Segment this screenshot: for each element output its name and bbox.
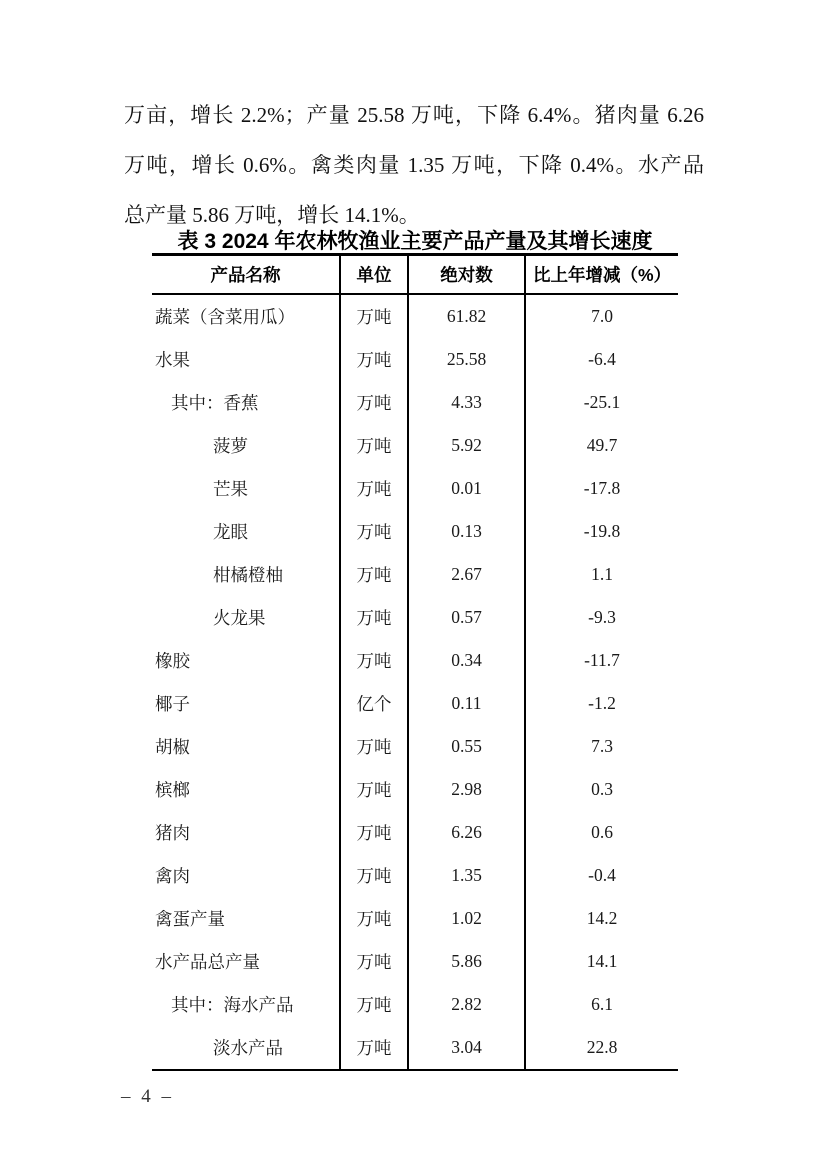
change-value-cell: -25.1 <box>525 381 678 424</box>
absolute-value-cell: 5.92 <box>408 424 525 467</box>
product-name-cell: 其中：海水产品 <box>171 995 294 1015</box>
table-row <box>152 639 678 682</box>
absolute-value-cell: 1.02 <box>408 897 525 940</box>
paragraph-line-2: 万吨，增长 0.6%。禽类肉量 1.35 万吨，下降 0.4%。水产品 <box>124 153 704 177</box>
product-name-cell: 猪肉 <box>155 823 190 843</box>
unit-cell: 万吨 <box>340 940 408 983</box>
table-row <box>152 983 678 1026</box>
change-value-cell: -1.2 <box>525 682 678 725</box>
product-name-cell: 水产品总产量 <box>155 952 260 972</box>
change-value-cell: -17.8 <box>525 467 678 510</box>
absolute-value-cell: 61.82 <box>408 294 525 338</box>
absolute-value-cell: 2.67 <box>408 553 525 596</box>
table-row <box>152 381 678 424</box>
products-table <box>152 253 678 1071</box>
absolute-value-cell: 0.13 <box>408 510 525 553</box>
product-name-cell: 蔬菜（含菜用瓜） <box>155 307 295 327</box>
absolute-value-cell: 4.33 <box>408 381 525 424</box>
absolute-value-cell: 0.11 <box>408 682 525 725</box>
unit-cell: 万吨 <box>340 510 408 553</box>
change-value-cell: 22.8 <box>525 1026 678 1070</box>
unit-cell: 万吨 <box>340 553 408 596</box>
product-name-cell: 禽肉 <box>155 866 190 886</box>
page-number: – 4 – <box>121 1086 174 1107</box>
unit-cell: 万吨 <box>340 768 408 811</box>
unit-cell: 万吨 <box>340 1026 408 1070</box>
product-name-cell: 禽蛋产量 <box>155 909 225 929</box>
table-row <box>152 897 678 940</box>
product-name-cell: 柑橘橙柚 <box>213 565 283 585</box>
header-unit: 单位 <box>340 255 408 295</box>
absolute-value-cell: 1.35 <box>408 854 525 897</box>
product-name-cell: 菠萝 <box>213 436 248 456</box>
absolute-value-cell: 0.55 <box>408 725 525 768</box>
product-name-cell: 龙眼 <box>213 522 248 542</box>
header-change: 比上年增减（%） <box>525 255 678 295</box>
change-value-cell: -9.3 <box>525 596 678 639</box>
product-name-cell: 水果 <box>155 350 190 370</box>
change-value-cell: -0.4 <box>525 854 678 897</box>
product-name-cell: 槟榔 <box>155 780 190 800</box>
change-value-cell: 0.3 <box>525 768 678 811</box>
table-title: 表 3 2024 年农林牧渔业主要产品产量及其增长速度 <box>177 230 653 253</box>
absolute-value-cell: 25.58 <box>408 338 525 381</box>
table-row <box>152 854 678 897</box>
table-row <box>152 596 678 639</box>
table-row <box>152 553 678 596</box>
product-name-cell: 芒果 <box>213 479 248 499</box>
product-name-cell: 椰子 <box>155 694 190 714</box>
absolute-value-cell: 3.04 <box>408 1026 525 1070</box>
unit-cell: 万吨 <box>340 467 408 510</box>
paragraph <box>124 90 704 240</box>
product-name-cell: 淡水产品 <box>213 1038 283 1058</box>
table-body <box>152 294 678 1070</box>
table-row <box>152 467 678 510</box>
product-name-cell: 橡胶 <box>155 651 190 671</box>
absolute-value-cell: 0.34 <box>408 639 525 682</box>
table-row <box>152 338 678 381</box>
absolute-value-cell: 2.98 <box>408 768 525 811</box>
paragraph-line-3: 总产量 5.86 万吨，增长 14.1%。 <box>124 203 420 227</box>
table-row <box>152 725 678 768</box>
absolute-value-cell: 0.01 <box>408 467 525 510</box>
unit-cell: 万吨 <box>340 381 408 424</box>
product-name-cell: 胡椒 <box>155 737 190 757</box>
table-header-row <box>152 255 678 295</box>
table-row <box>152 424 678 467</box>
unit-cell: 万吨 <box>340 338 408 381</box>
unit-cell: 万吨 <box>340 854 408 897</box>
unit-cell: 万吨 <box>340 294 408 338</box>
change-value-cell: 6.1 <box>525 983 678 1026</box>
table-row <box>152 1026 678 1070</box>
table-row <box>152 768 678 811</box>
unit-cell: 万吨 <box>340 424 408 467</box>
unit-cell: 万吨 <box>340 811 408 854</box>
unit-cell: 万吨 <box>340 639 408 682</box>
unit-cell: 万吨 <box>340 725 408 768</box>
absolute-value-cell: 5.86 <box>408 940 525 983</box>
paragraph-line-1: 万亩，增长 2.2%；产量 25.58 万吨，下降 6.4%。猪肉量 6.26 <box>124 103 704 127</box>
change-value-cell: 49.7 <box>525 424 678 467</box>
absolute-value-cell: 2.82 <box>408 983 525 1026</box>
unit-cell: 亿个 <box>340 682 408 725</box>
change-value-cell: 7.3 <box>525 725 678 768</box>
header-product-name: 产品名称 <box>152 255 340 295</box>
change-value-cell: 14.1 <box>525 940 678 983</box>
absolute-value-cell: 0.57 <box>408 596 525 639</box>
change-value-cell: 7.0 <box>525 294 678 338</box>
product-name-cell: 火龙果 <box>213 608 266 628</box>
table-row <box>152 682 678 725</box>
unit-cell: 万吨 <box>340 596 408 639</box>
table-row <box>152 294 678 338</box>
table-row <box>152 940 678 983</box>
unit-cell: 万吨 <box>340 983 408 1026</box>
absolute-value-cell: 6.26 <box>408 811 525 854</box>
change-value-cell: -11.7 <box>525 639 678 682</box>
change-value-cell: -6.4 <box>525 338 678 381</box>
change-value-cell: 1.1 <box>525 553 678 596</box>
product-name-cell: 其中：香蕉 <box>171 393 259 413</box>
change-value-cell: 0.6 <box>525 811 678 854</box>
table-header <box>152 255 678 295</box>
unit-cell: 万吨 <box>340 897 408 940</box>
table-row <box>152 811 678 854</box>
table-row <box>152 510 678 553</box>
change-value-cell: 14.2 <box>525 897 678 940</box>
header-absolute: 绝对数 <box>408 255 525 295</box>
change-value-cell: -19.8 <box>525 510 678 553</box>
